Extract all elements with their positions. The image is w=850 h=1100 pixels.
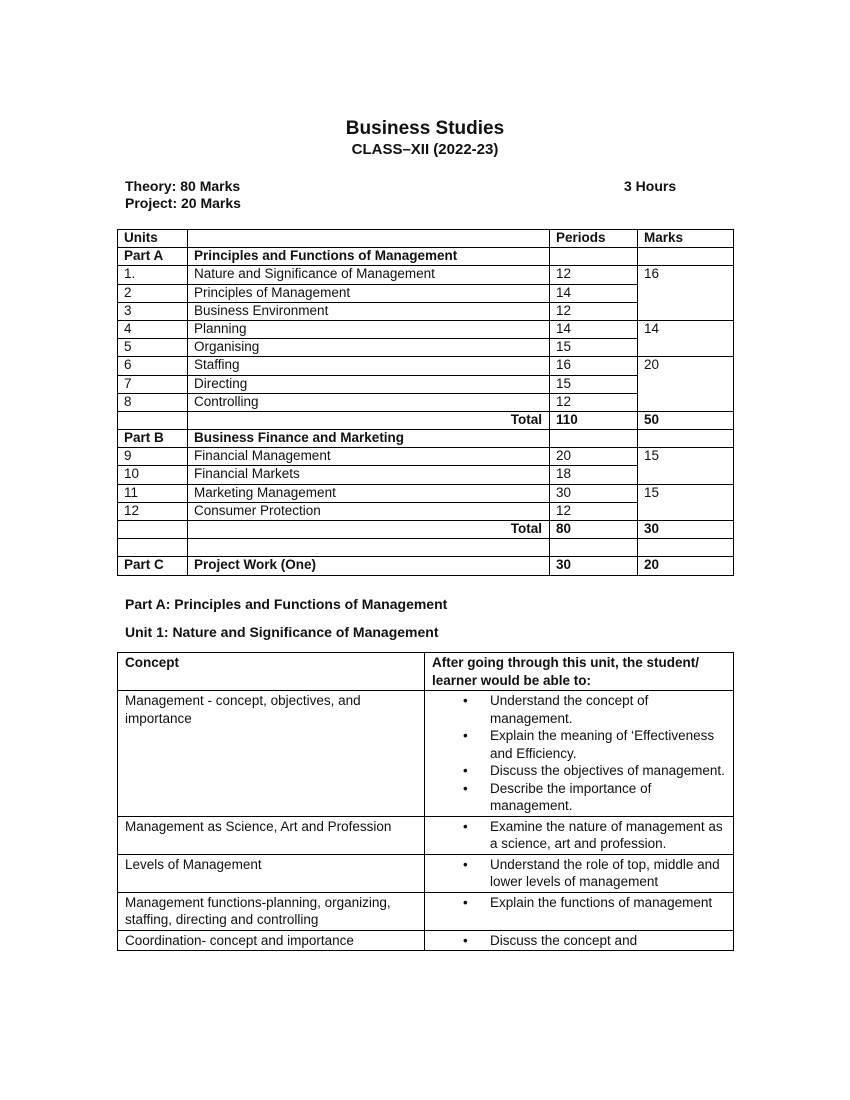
unit-name: Nature and Significance of Management (188, 266, 550, 284)
unit-periods: 12 (550, 393, 638, 411)
outcomes-cell (425, 854, 734, 892)
unit-number: 10 (118, 466, 188, 484)
unit-number: 11 (118, 484, 188, 502)
document-title: Business Studies (345, 118, 505, 139)
periods-header: Periods (550, 230, 638, 248)
part-row (118, 557, 734, 575)
part-label: Part B (118, 430, 188, 448)
unit-periods: 18 (550, 466, 638, 484)
outcomes-cell (425, 691, 734, 817)
total-periods: 80 (550, 521, 638, 539)
unit-periods: 20 (550, 448, 638, 466)
unit-name: Consumer Protection (188, 502, 550, 520)
table-header-row (118, 230, 734, 248)
table-header-row (118, 653, 734, 691)
part-row (118, 248, 734, 266)
units-table (117, 229, 734, 576)
unit-periods: 12 (550, 266, 638, 284)
table-row (118, 892, 734, 930)
table-row (118, 484, 734, 502)
unit-number: 5 (118, 339, 188, 357)
part-row (118, 430, 734, 448)
unit-periods: 12 (550, 302, 638, 320)
unit-name: Financial Markets (188, 466, 550, 484)
exam-duration: 3 Hours (624, 178, 677, 194)
total-row (118, 521, 734, 539)
unit-number: 9 (118, 448, 188, 466)
unit-marks: 15 (638, 484, 734, 520)
unit-name: Principles of Management (188, 284, 550, 302)
unit-name: Marketing Management (188, 484, 550, 502)
concept-header: Concept (118, 653, 425, 691)
unit-name: Organising (188, 339, 550, 357)
unit-name: Directing (188, 375, 550, 393)
outcome-item: • Explain the meaning of ‘Effectiveness and Efficiency. (490, 727, 727, 762)
unit-number: 8 (118, 393, 188, 411)
unit-heading: Unit 1: Nature and Significance of Management (125, 624, 439, 640)
unit-periods: 12 (550, 502, 638, 520)
outcome-item: • Understand the role of top, middle and lower levels of management (490, 856, 727, 891)
unit-periods: 16 (550, 357, 638, 375)
total-marks: 30 (638, 521, 734, 539)
unit-number: 4 (118, 320, 188, 338)
section-heading: Part A: Principles and Functions of Management (125, 596, 448, 612)
concept-cell: Levels of Management (118, 854, 425, 892)
table-row (118, 320, 734, 338)
table-row (118, 357, 734, 375)
unit-number: 1. (118, 266, 188, 284)
part-label: Part C (118, 557, 188, 575)
unit-periods: 14 (550, 284, 638, 302)
table-row (118, 854, 734, 892)
concept-cell: Coordination- concept and importance (118, 930, 425, 951)
part-title: Principles and Functions of Management (188, 248, 550, 266)
concept-cell: Management - concept, objectives, and importance (118, 691, 425, 817)
units-header: Units (118, 230, 188, 248)
total-row (118, 411, 734, 429)
concept-cell: Management as Science, Art and Profession (118, 816, 425, 854)
total-periods: 110 (550, 411, 638, 429)
outcome-item: • Discuss the objectives of management. (490, 762, 727, 780)
table-row (118, 816, 734, 854)
blank-row (118, 539, 734, 557)
unit-name: Financial Management (188, 448, 550, 466)
unit-periods: 15 (550, 375, 638, 393)
total-label: Total (188, 411, 550, 429)
marks-header: Marks (638, 230, 734, 248)
total-marks: 50 (638, 411, 734, 429)
unit-number: 6 (118, 357, 188, 375)
unit-name: Staffing (188, 357, 550, 375)
table-row (118, 448, 734, 466)
part-marks: 20 (638, 557, 734, 575)
outcome-item: • Examine the nature of management as a science, art and profession. (490, 818, 727, 853)
unit-name: Controlling (188, 393, 550, 411)
project-marks: Project: 20 Marks (125, 195, 241, 211)
unit-number: 2 (118, 284, 188, 302)
part-label: Part A (118, 248, 188, 266)
unit-periods: 15 (550, 339, 638, 357)
part-periods: 30 (550, 557, 638, 575)
outcomes-cell (425, 816, 734, 854)
concept-table (117, 652, 734, 951)
unit-number: 7 (118, 375, 188, 393)
unit-name: Planning (188, 320, 550, 338)
unit-marks: 14 (638, 320, 734, 356)
table-row (118, 930, 734, 951)
outcome-item: • Understand the concept of management. (490, 692, 727, 727)
outcome-item: • Explain the functions of management (490, 894, 727, 912)
outcome-item: • Discuss the concept and (490, 932, 727, 950)
part-title: Project Work (One) (188, 557, 550, 575)
table-row (118, 266, 734, 284)
unit-number: 3 (118, 302, 188, 320)
unit-number: 12 (118, 502, 188, 520)
unit-periods: 14 (550, 320, 638, 338)
part-title: Business Finance and Marketing (188, 430, 550, 448)
unit-periods: 30 (550, 484, 638, 502)
unit-name: Business Environment (188, 302, 550, 320)
unit-marks: 15 (638, 448, 734, 484)
unit-marks: 16 (638, 266, 734, 321)
outcomes-cell (425, 930, 734, 951)
table-row (118, 691, 734, 817)
outcome-item: • Describe the importance of management. (490, 780, 727, 815)
outcomes-header: After going through this unit, the student/ learner would be able to: (425, 653, 734, 691)
total-label: Total (188, 521, 550, 539)
outcomes-cell (425, 892, 734, 930)
name-header (188, 230, 550, 248)
theory-marks: Theory: 80 Marks (125, 178, 241, 194)
unit-marks: 20 (638, 357, 734, 412)
concept-cell: Management functions-planning, organizing, staffing, directing and controlling (118, 892, 425, 930)
document-subtitle: CLASS–XII (2022-23) (351, 141, 499, 158)
